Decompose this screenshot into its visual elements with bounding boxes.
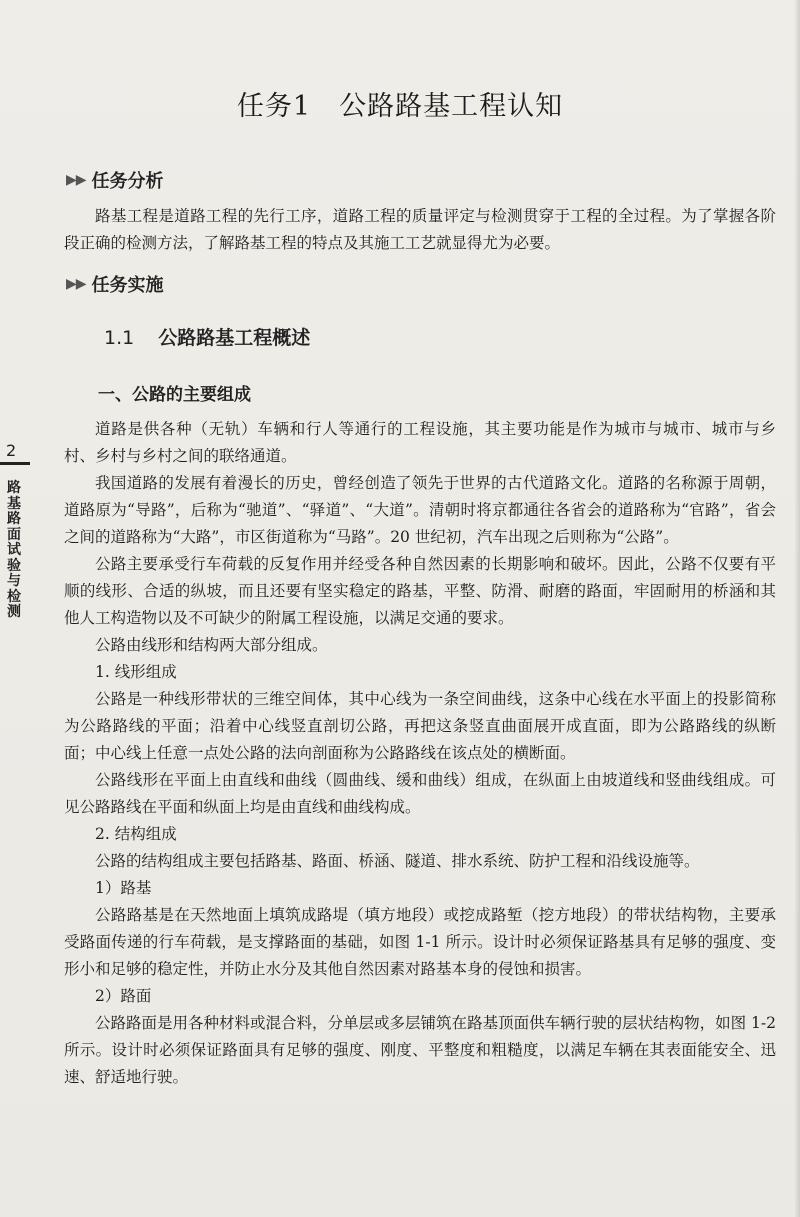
paragraph-pavement: 公路路面是用各种材料或混合料，分单层或多层铺筑在路基顶面供车辆行驶的层状结构物，如图 1-2 所示。设计时必须保证路面具有足够的强度、刚度、平整度和粗糙度，以满足车辆在其表面能安全、迅速、舒适地行驶。 xyxy=(64,1014,777,1086)
side-divider xyxy=(0,462,30,465)
page-edge-shadow xyxy=(794,0,800,1217)
paragraph-subgrade: 公路路基是在天然地面上填筑成路堤（填方地段）或挖成路堑（挖方地段）的带状结构物，主要承受路面传递的行车荷载，是支撑路面的基础，如图 1-1 所示。设计时必须保证路基具有足够的强度、变形小和足够的稳定性，并防止水分及其他自然因素对路基本身的侵蚀和损害。 xyxy=(64,906,776,978)
heading-subgrade: 1）路基 xyxy=(95,879,152,897)
section-number: 1.1 xyxy=(104,327,135,349)
section-title: 公路路基工程概述 xyxy=(158,327,311,349)
task-analysis-heading xyxy=(66,167,164,193)
paragraph-highway-composition: 公路由线形和结构两大部分组成。 xyxy=(95,636,328,654)
double-arrow-icon: ▶▶ xyxy=(66,172,86,188)
paragraph-roads-history: 我国道路的发展有着漫长的历史，曾经创造了领先于世界的古代道路文化。道路的名称源于周朝，道路原为“导路”，后称为“驰道”、“驿道”、“大道”。清朝时将京都通往各省会的道路称为“官路”，省会之间的道路称为“大路”，市区街道称为“马路”。20 世纪初，汽车出现之后则称为“公路”。 xyxy=(64,474,776,546)
task-analysis-paragraph: 路基工程是道路工程的先行工序，道路工程的质量评定与检测贯穿于工程的全过程。为了掌握各阶段正确的检测方法，了解路基工程的特点及其施工工艺就显得尤为必要。 xyxy=(64,207,776,252)
paragraph-roads-definition: 道路是供各种（无轨）车辆和行人等通行的工程设施，其主要功能是作为城市与城市、城市与乡村、乡村与乡村之间的联络通道。 xyxy=(64,420,776,465)
paragraph-linear-definition: 公路是一种线形带状的三维空间体，其中心线为一条空间曲线，这条中心线在水平面上的投影简称为公路路线的平面；沿着中心线竖直剖切公路，再把这条竖直曲面展开成直面，即为公路路线的纵断面；中心线上任意一点处公路的法向剖面称为公路路线在该点处的横断面。 xyxy=(64,690,776,762)
main-body-text xyxy=(64,416,776,1091)
section-1-1-heading xyxy=(104,323,310,350)
book-title-vertical: 路基路面试验与检测 xyxy=(7,480,21,620)
task-analysis-label: 任务分析 xyxy=(91,171,164,192)
paragraph-highway-requirements: 公路主要承受行车荷载的反复作用并经受各种自然因素的长期影响和破坏。因此，公路不仅要有平顺的线形、合适的纵坡，而且还要有坚实稳定的路基，平整、防滑、耐磨的路面，牢固耐用的桥涵和其他人工构造物以及不可缺少的附属工程设施，以满足交通的要求。 xyxy=(64,555,776,627)
task-title: 任务1 公路路基工程认知 xyxy=(236,91,564,122)
paragraph-structure-list: 公路的结构组成主要包括路基、路面、桥涵、隧道、排水系统、防护工程和沿线设施等。 xyxy=(95,852,700,870)
paragraph-linear-elements: 公路线形在平面上由直线和曲线（圆曲线、缓和曲线）组成，在纵面上由坡道线和竖曲线组成。可见公路路线在平面和纵面上均是由直线和曲线构成。 xyxy=(64,771,776,816)
task-implementation-label: 任务实施 xyxy=(91,275,164,296)
heading-linear-composition: 1. 线形组成 xyxy=(95,663,177,681)
task-analysis-text-block xyxy=(64,203,776,257)
page-number: 2 xyxy=(6,441,17,460)
subsection-heading: 一、公路的主要组成 xyxy=(98,385,251,405)
task-implementation-heading xyxy=(66,271,164,297)
heading-pavement: 2）路面 xyxy=(95,987,152,1005)
heading-structure-composition: 2. 结构组成 xyxy=(95,825,177,843)
double-arrow-icon: ▶▶ xyxy=(66,276,86,292)
side-chapter-tab xyxy=(0,441,30,621)
